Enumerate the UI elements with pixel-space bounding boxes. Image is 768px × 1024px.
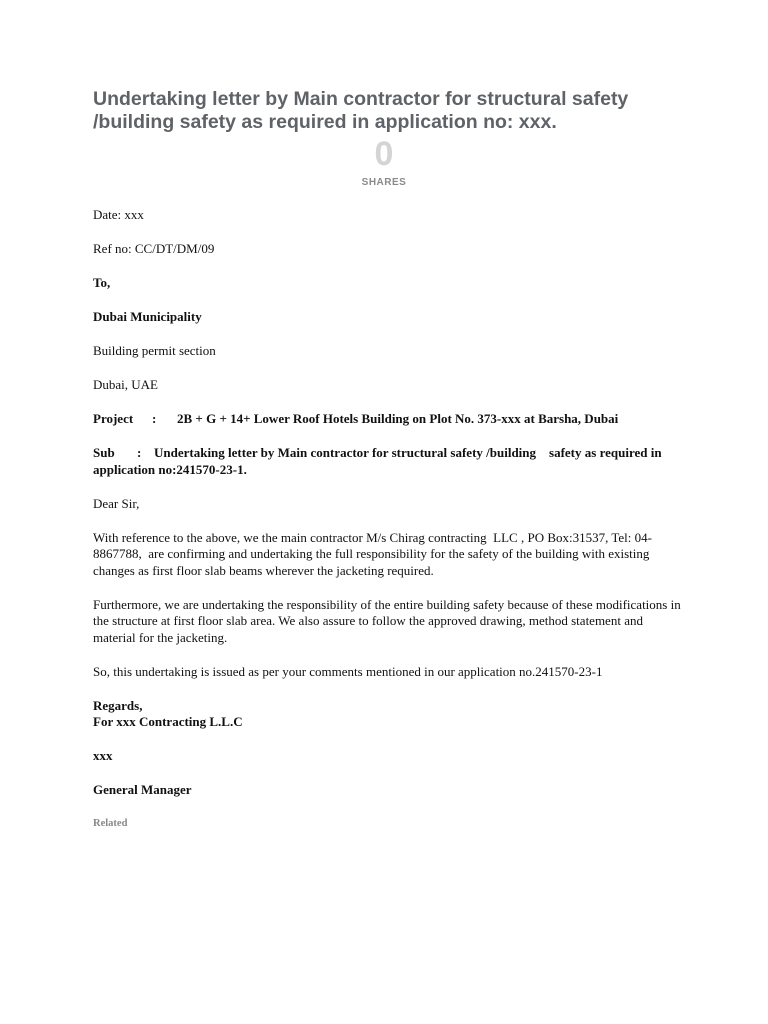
- letter-company: For xxx Contracting L.L.C: [93, 714, 243, 729]
- letter-signatory: xxx: [93, 748, 113, 763]
- letter-regards: Regards,: [93, 697, 143, 713]
- letter-closing: [93, 698, 683, 731]
- letter-ref: Ref no: CC/DT/DM/09: [93, 241, 215, 256]
- subject-text: Undertaking letter by Main contractor for structural safety /building safety as required in application no:241570-23-1.: [93, 445, 665, 477]
- document-title: Undertaking letter by Main contractor for structural safety /building safety as required in application no: xxx.: [93, 88, 629, 133]
- related-heading[interactable]: Related: [93, 818, 128, 829]
- letter-to: To,: [93, 275, 111, 290]
- letter-section: Building permit section: [93, 343, 216, 358]
- share-count: 0: [374, 135, 394, 173]
- share-label: SHARES: [361, 177, 407, 188]
- project-text: 2B + G + 14+ Lower Roof Hotels Building on Plot No. 373-xxx at Barsha, Dubai: [177, 411, 619, 426]
- letter-designation: General Manager: [93, 782, 192, 797]
- letter-recipient: Dubai Municipality: [93, 309, 202, 324]
- subject-colon: :: [137, 445, 142, 460]
- project-label: Project: [93, 411, 134, 426]
- letter-city: Dubai, UAE: [93, 377, 158, 392]
- letter-date: Date: xxx: [93, 207, 144, 222]
- letter-paragraph-2: Furthermore, we are undertaking the responsibility of the entire building safety because of these modifications in the structure at first floor slab area. We also assure to follow the approved drawing, method statement and material for the jacketing.: [93, 596, 681, 645]
- letter-subject: [93, 445, 683, 478]
- letter-salutation: Dear Sir,: [93, 495, 140, 511]
- subject-label: Sub: [93, 445, 115, 460]
- project-colon: :: [152, 411, 157, 426]
- letter-paragraph-3: So, this undertaking is issued as per your comments mentioned in our application no.241570-23-1: [93, 663, 603, 679]
- letter-paragraph-1: With reference to the above, we the main contractor M/s Chirag contracting LLC , PO Box:31537, Tel: 04-8867788, are confirming and undertaking the full responsibility for the safety of the building with existing changes as first floor slab beams wherever the jacketing required.: [93, 529, 653, 578]
- letter-body: [93, 207, 683, 850]
- letter-project: [93, 411, 683, 428]
